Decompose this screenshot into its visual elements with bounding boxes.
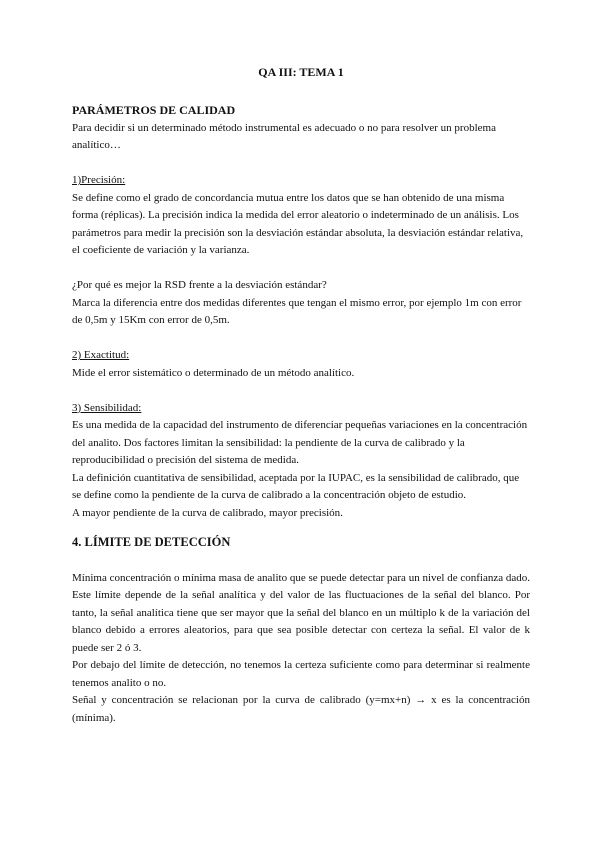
rsd-answer: Marca la diferencia entre dos medidas diferentes que tengan el mismo error, por ejemplo 1m con error de 0,5m y 15Km con error de 0,5m. xyxy=(72,296,522,326)
sensitivity-body: Es una medida de la capacidad del instrumento de diferenciar pequeñas variaciones en la concentración del analito. Dos factores limitan la sensibilidad: la pendiente de la curva de calibrado y la reproducibilidad o precisión del sistema de medida. xyxy=(72,419,528,466)
rsd-question: ¿Por qué es mejor la RSD frente a la desviación estándar? xyxy=(72,279,327,291)
sensitivity-conclusion: A mayor pendiente de la curva de calibrado, mayor precisión. xyxy=(72,506,343,519)
accuracy-body: Mide el error sistemático o determinado de un método analítico. xyxy=(72,366,355,379)
spacer xyxy=(72,382,530,400)
sensitivity-heading: 3) Sensibilidad: xyxy=(72,401,142,414)
detection-limit-paragraph-2: Por debajo del límite de detección, no tenemos la certeza suficiente como para determinar si realmente tenemos analito o no. xyxy=(72,659,530,689)
sensitivity-definition: La definición cuantitativa de sensibilidad, aceptada por la IUPAC, es la sensibilidad de calibrado, que se define como la pendiente de la curva de calibrado a la concentración objeto de estudio. xyxy=(72,471,520,501)
quality-parameters-heading: PARÁMETROS DE CALIDAD xyxy=(72,103,236,117)
detection-limit-heading: 4. LÍMITE DE DETECCIÓN xyxy=(72,535,231,549)
spacer xyxy=(72,522,530,534)
accuracy-heading: 2) Exactitud: xyxy=(72,349,130,361)
spacer xyxy=(72,260,530,278)
document-title: QA III: TEMA 1 xyxy=(258,65,344,79)
precision-body: Se define como el grado de concordancia mutua entre los datos que se han obtenido de una misma forma (réplicas). La precisión indica la medida del error aleatorio o indeterminado de un análisis. Los parámetros para medir la precisión son la desviación estándar absoluta, la desviación estándar relativa, el coeficiente de variación y la varianza. xyxy=(72,191,524,256)
detection-limit-paragraph-1: Mínima concentración o mínima masa de analito que se puede detectar para un nivel de confianza dado. Este límite depende de la señal analítica y del valor de las fluctuaciones de la señal del blanco. Por tanto, la señal analítica tiene que ser mayor que la señal del blanco en un múltiplo k de la variación del blanco debido a errores aleatorios, para que sea posible detectar con certeza la señal. El valor de k puede ser 2 ó 3. xyxy=(72,571,530,654)
spacer xyxy=(72,155,530,173)
precision-heading: 1)Precisión: xyxy=(72,174,126,186)
document-page xyxy=(72,64,530,727)
detection-limit-paragraph-3: Señal y concentración se relacionan por la curva de calibrado (y=mx+n) → x es la concentración (mínima). xyxy=(72,694,530,724)
quality-intro-text: Para decidir si un determinado método instrumental es adecuado o no para resolver un problema analítico… xyxy=(72,121,496,151)
spacer xyxy=(72,330,530,348)
